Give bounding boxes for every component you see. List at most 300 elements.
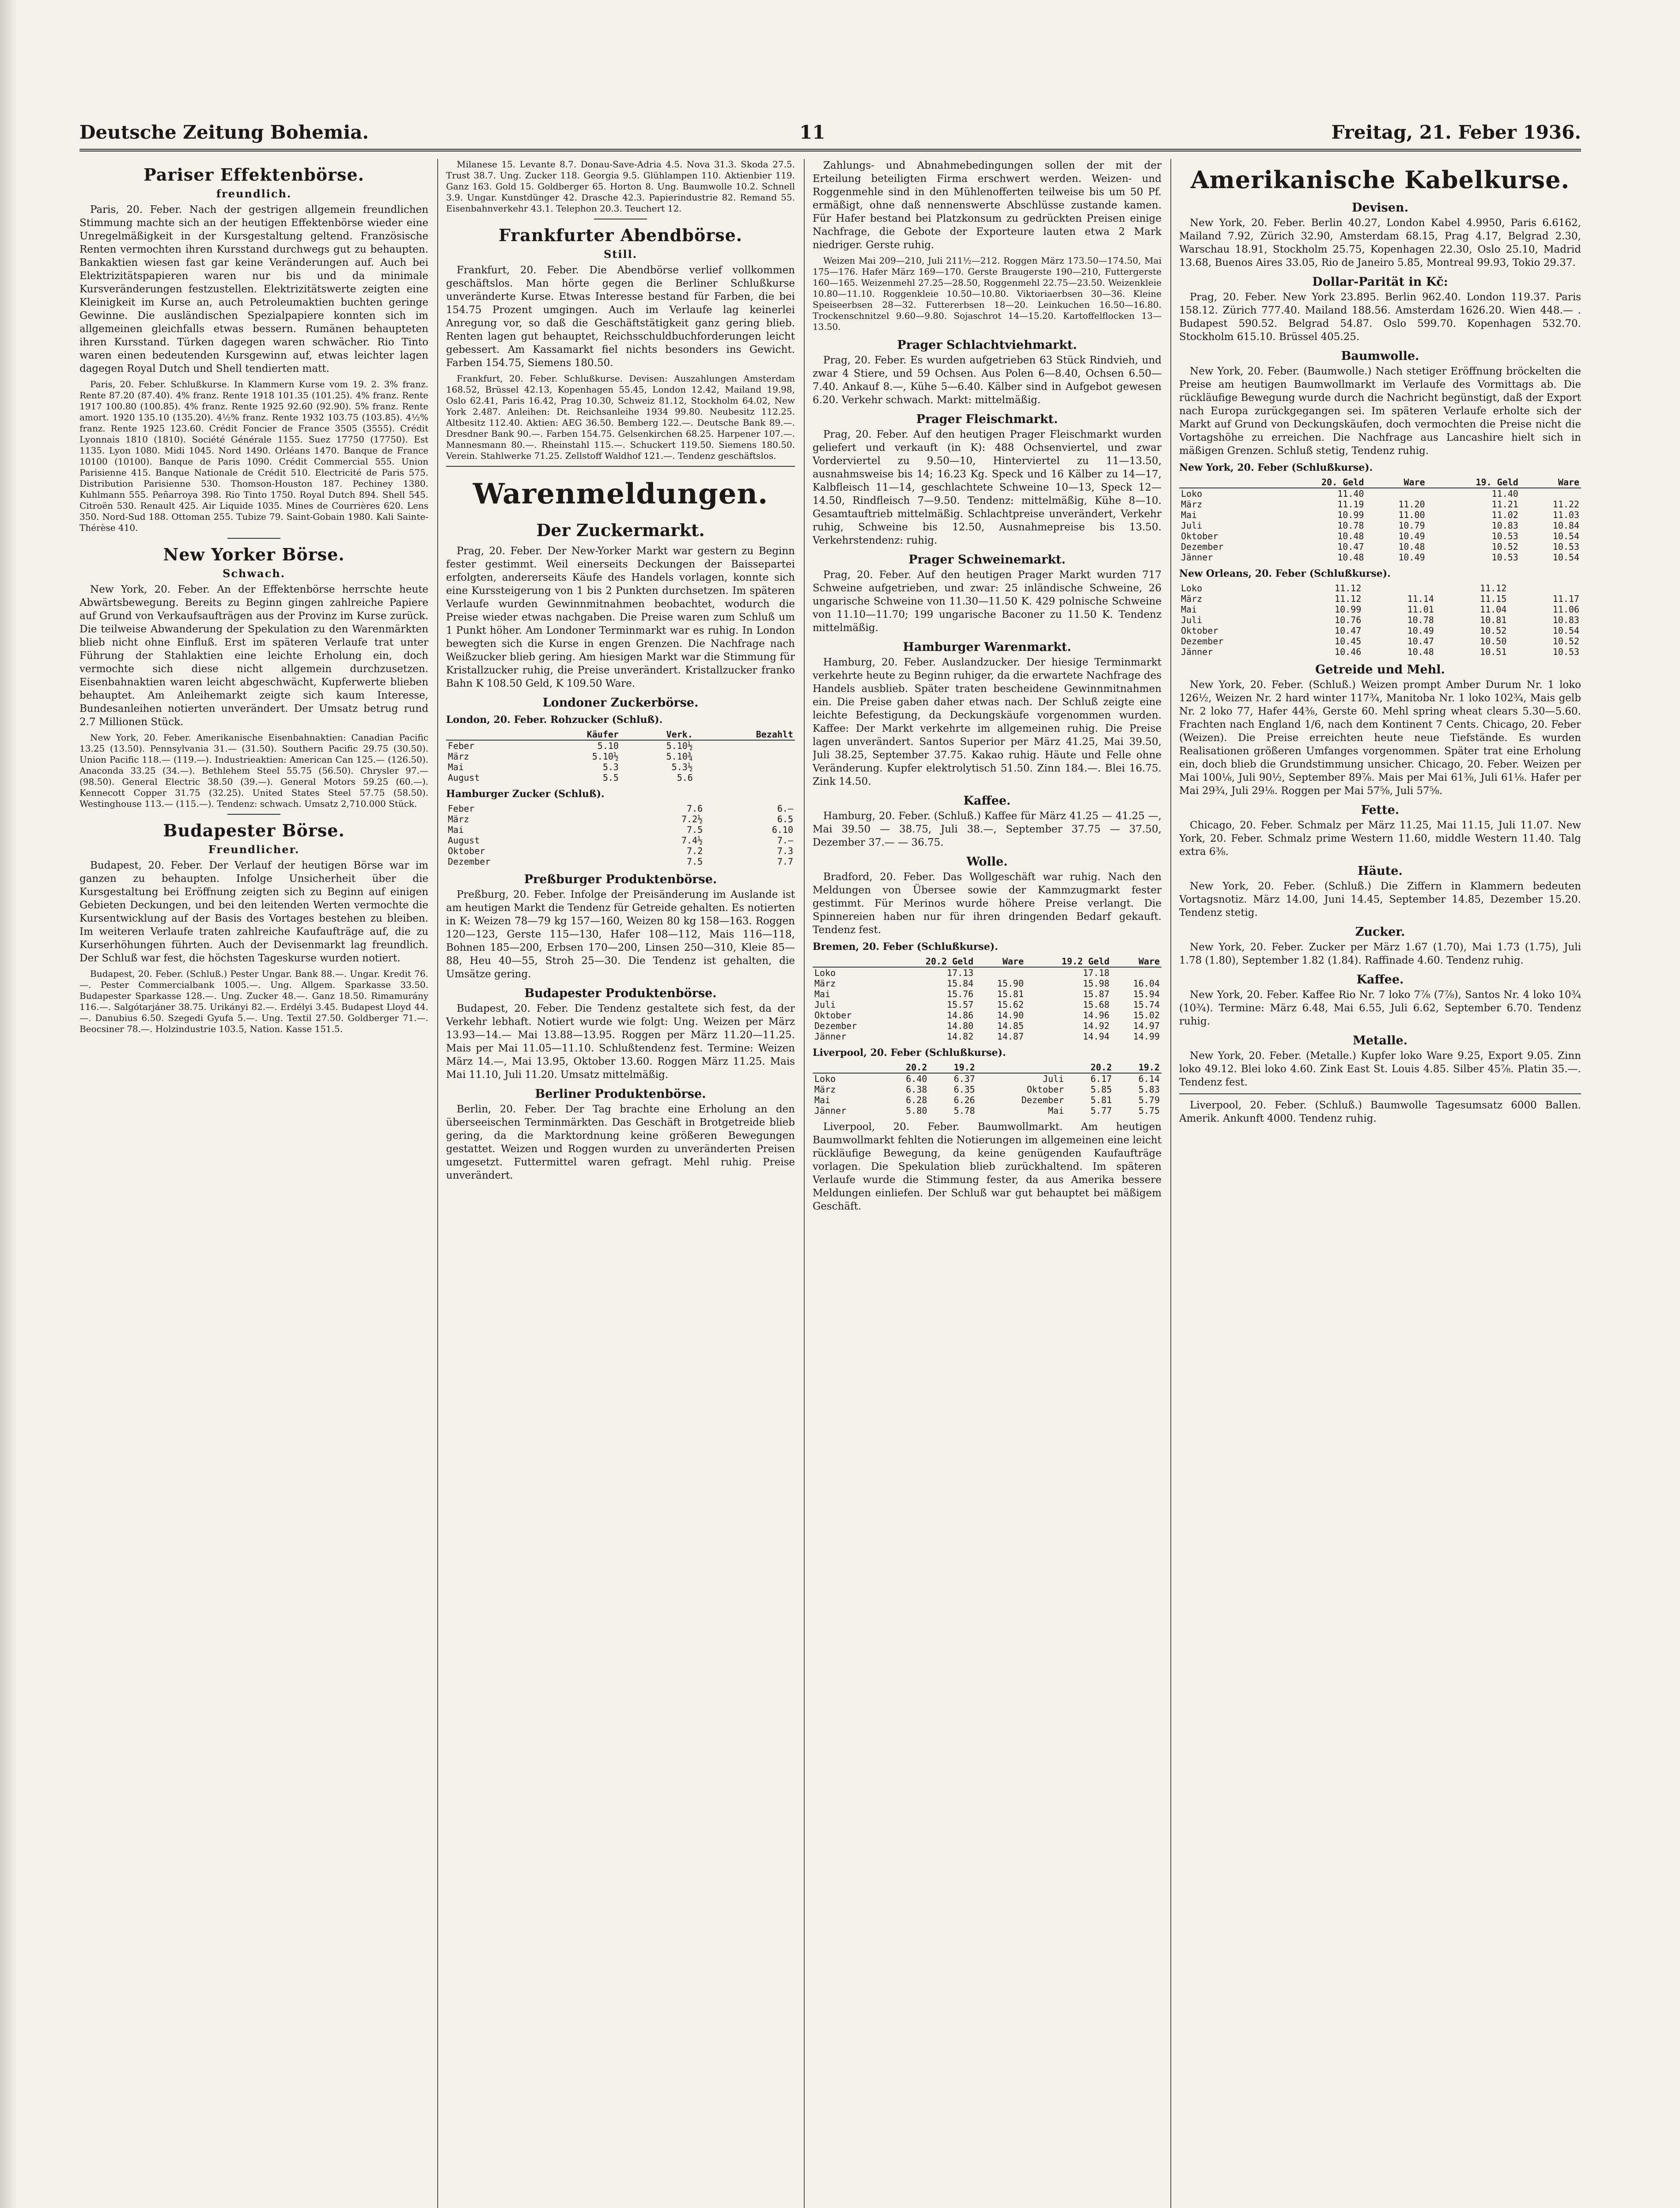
article-text: Prag, 20. Feber. Auf den heutigen Prager Fleischmarkt wurden geliefert und verkauft (in K): 488 Ochsenviertel, und zwar Vorderviertel zu 9.50—10, Hinterviertel zu 11—13.50, ausnahmsweise bis 14; 16.23 Kg. Speck und 16 Kälber zu 14—17, Kalbfleisch 11—14, geschlachtete Schweine 10—13, Speck 12—14.50, Rindfleisch 7—9.50. Tendenz: mittelmäßig, Kühe 8—10. Gesamtauftrieb mittelmäßig. Schlachtpreise unverändert, Verkehr ruhig, Schweine bis 12.50, Ausnahmepreise bis 13.50. Verkehrstendenz: ruhig. bbox=[813, 429, 1162, 546]
header-cell bbox=[813, 1062, 881, 1073]
cell: Loko bbox=[814, 968, 836, 978]
table-row bbox=[813, 1095, 1162, 1105]
cell: 11.14 bbox=[1407, 594, 1434, 604]
cell: 11.21 bbox=[1491, 499, 1518, 510]
cell bbox=[975, 967, 1025, 978]
cell: 17.13 bbox=[946, 968, 974, 978]
subsection-title: Der Zuckermarkt. bbox=[536, 520, 705, 540]
cell: 10.48 bbox=[1337, 552, 1364, 563]
cell: 10.99 bbox=[1337, 510, 1364, 520]
table-row bbox=[1179, 636, 1581, 647]
table-row bbox=[446, 824, 795, 835]
cell: 10.52 bbox=[1491, 541, 1518, 552]
cell: August bbox=[448, 772, 480, 783]
cell: Dezember bbox=[814, 1021, 857, 1031]
cell: März bbox=[814, 978, 836, 989]
article-text: Budapest, 20. Feber. Die Tendenz gestaltete sich fest, da der Verkehr lebhaft. Notiert wurde wie folgt: Ung. Weizen per März 13.93—14.— Mai 13.88—13.95. Roggen per März 11.20—11.25. Mais per Mai 11.05—11.10. Schlußtendenz fest. Termine: Weizen März 14.—, Mai 13.95, Oktober 13.60. Roggen März 11.25. Mais Mai 11.10, Juli 11.20. Umsatz mittelmäßig. bbox=[446, 1003, 795, 1081]
cell bbox=[1366, 488, 1426, 499]
cell: Loko bbox=[814, 1074, 836, 1084]
cell: 6.17 bbox=[1090, 1074, 1112, 1084]
quote-list: Frankfurt, 20. Feber. Schlußkurse. Devisen: Auszahlungen Amsterdam 168.52, Brüssel 42.13, Kopenhagen 55.45, London 12.42, Mailand 19.98, Oslo 62.41, Paris 16.42, Prag 10.30, Schweiz 81.12, Stockholm 64.02, New York 2.487. Anleihen: Dt. Reichsanleihe 1934 99.80. Neubesitz 112.25. Altbesitz 112.40. Aktien: AEG 36.50. Bemberg 122.—. Deutsche Bank 89.—. Dresdner Bank 90.—. Farben 154.75. Gelsenkirchen 68.25. Harpener 107.—. Mannesmann 80.—. Rheinstahl 115.—. Schuckert 119.50. Siemens 180.50. Verein. Stahlwerke 71.25. Zellstoff Waldhof 121.—. Tendenz geschäftslos. bbox=[446, 373, 795, 461]
article-text: New York, 20. Feber. (Baumwolle.) Nach stetiger Eröffnung bröckelten die Preise am heutigen Baumwollmarkt im Verlaufe des Vormittags ab. Die rückläufige Bewegung wurde durch die Nachricht begünstigt, daß der Export nach Europa zurückgegangen sei. Im späteren Verlaufe erholte sich der Markt auf Grund von Deckungskäufen, doch vermochten die Preise nicht die Vortagshöhe zu erreichen. Die Nachfrage aus Lancashire hielt sich in mäßigen Grenzen. Schluß stetig, Tendenz ruhig. bbox=[1179, 366, 1581, 457]
cell: Dezember bbox=[448, 856, 491, 867]
ny-cotton-table bbox=[1179, 477, 1581, 563]
cell: August bbox=[448, 835, 480, 846]
cell: 10.47 bbox=[1337, 541, 1364, 552]
article-text: New York, 20. Feber. (Metalle.) Kupfer loko Ware 9.25, Export 9.05. Zinn loko 49.12. Blei loko 4.60. Zink East St. Louis 4.85. Silber 45⅞. Platin 35.—. Tendenz fest. bbox=[1179, 1050, 1581, 1088]
cell: 5.3½ bbox=[671, 762, 693, 772]
cell: 5.83 bbox=[1138, 1084, 1160, 1095]
page-number: 11 bbox=[799, 121, 825, 143]
table-header-row bbox=[446, 729, 795, 740]
table-row bbox=[813, 1010, 1162, 1021]
cell: Oktober bbox=[814, 1010, 852, 1021]
subsection-title: Zucker. bbox=[1355, 925, 1405, 939]
cell: 10.48 bbox=[1407, 647, 1434, 657]
header-cell: 20. Geld bbox=[1272, 477, 1366, 488]
cell: 10.51 bbox=[1480, 647, 1507, 657]
table-row bbox=[1179, 625, 1581, 636]
cell bbox=[695, 772, 795, 783]
cell: 11.20 bbox=[1398, 499, 1425, 510]
article-text: New York, 20. Feber. Berlin 40.27, London Kabel 4.9950, Paris 6.6162, Mailand 7.92, Zürich 32.90, Amsterdam 68.15, Prag 4.17, Belgrad 2.30, Warschau 18.91, Stockholm 25.75, Kopenhagen 22.30, Oslo 25.10, Madrid 13.68, Buenos Aires 33.05, Rio de Janeiro 5.85, Montreal 99.93, Tokio 29.37. bbox=[1179, 217, 1581, 268]
cell: 7.6 bbox=[687, 803, 703, 814]
cell: 10.53 bbox=[1491, 531, 1518, 541]
hamburg-sugar-table bbox=[446, 803, 795, 867]
cell: 11.12 bbox=[1335, 583, 1362, 594]
cell: 6.— bbox=[777, 803, 793, 814]
cell: 5.75 bbox=[1138, 1105, 1160, 1116]
cell: 14.85 bbox=[997, 1021, 1024, 1031]
cell: 10.47 bbox=[1407, 636, 1434, 647]
cell: 6.40 bbox=[906, 1074, 927, 1084]
cell: 15.94 bbox=[1133, 989, 1160, 999]
cell: 5.10½ bbox=[592, 751, 619, 762]
table-header-row bbox=[1179, 477, 1581, 488]
article-text: Prag, 20. Feber. Der New-Yorker Markt war gestern zu Beginn fester gestimmt. Weil einerseits Deckungen der Baissepartei erfolgten, andererseits Käufe des Handels vorlagen, konnte sich eine Kurssteigerung von 1 bis 2 Punkten durchsetzen. Im späteren Verlaufe wurden Gewinnmitnahmen beobachtet, wodurch die Preise wieder etwas nachgaben. Die Preise waren zum Schluß um 1 Punkt höher. Am Londoner Terminmarkt war es ruhig. In London bewegten sich die Kurse in engen Grenzen. Die Nachfrage nach Weißzucker blieb gering. Am hiesigen Markt war die Stimmung für Kristallzucker ruhig, die Preise unverändert. Kristallzucker franko Bahn K 108.50 Geld, K 109.50 Ware. bbox=[446, 545, 795, 689]
cell: 10.78 bbox=[1337, 520, 1364, 531]
cell: Mai bbox=[1048, 1105, 1064, 1116]
header-cell: Ware bbox=[1366, 477, 1426, 488]
cell: 16.04 bbox=[1133, 978, 1160, 989]
header-cell: Ware bbox=[975, 956, 1025, 967]
article-text: Budapest, 20. Feber. Der Verlauf der heutigen Börse war im ganzen zu behaupten. Infolge Unsicherheit über die Kursgestaltung bei Eröffnung zeigten sich zu Beginn auf einigen Gebieten Deckungen, und bei den leitenden Werten vermochte die Kursentwicklung auf der Basis des Vortages bestehen zu bleiben. Im weiteren Verlaufe traten zahlreiche Kaufaufträge auf, die zu Kurserhöhungen führten. Auch der Devisenmarkt lag freundlich. Der Schluß war fest, die höchsten Tageskurse wurden notiert. bbox=[79, 860, 428, 964]
cell: 5.10½ bbox=[666, 741, 693, 751]
cell: 6.26 bbox=[954, 1095, 975, 1105]
cell: 10.50 bbox=[1480, 636, 1507, 647]
article-text: Hamburg, 20. Feber. Auslandzucker. Der hiesige Terminmarkt verkehrte heute zu Beginn ruhiger, da die erwartete Nachfrage des Handels ausblieb. Später traten bescheidene Gewinnmitnahmen ein. Die Preise gaben daher etwas nach. Der Schluß zeigte eine leichte Befestigung, da Deckungskäufe vorgenommen wurden. Kaffee: Der Markt verkehrte im allgemeinen ruhig. Die Preise lagen unverändert. Santos Superior per März 41.25, Mai 39.50, Juli 38.25, September 37.75. Kakao ruhig. Häute und Felle ohne Veränderung. Kupfer elektrolytisch 51.50. Zinn 184.—. Blei 16.75. Zink 14.50. bbox=[813, 657, 1162, 787]
cell: 11.12 bbox=[1335, 594, 1362, 604]
header-cell: 20.2 bbox=[1066, 1062, 1113, 1073]
cell: 15.81 bbox=[997, 989, 1024, 999]
subsection-title: Wolle. bbox=[966, 855, 1008, 869]
liverpool-cotton-table bbox=[813, 1062, 1162, 1116]
table-row bbox=[1179, 552, 1581, 563]
cell: 6.35 bbox=[954, 1084, 975, 1095]
table-row bbox=[1179, 531, 1581, 541]
cell: 11.19 bbox=[1337, 499, 1364, 510]
cell: 7.3 bbox=[777, 846, 793, 856]
cell: 14.92 bbox=[1082, 1021, 1110, 1031]
divider bbox=[446, 466, 795, 467]
cell: 14.86 bbox=[946, 1010, 974, 1021]
cell: 5.81 bbox=[1090, 1095, 1112, 1105]
table-title: London, 20. Feber. Rohzucker (Schluß). bbox=[446, 714, 663, 726]
article-text: Hamburg, 20. Feber. (Schluß.) Kaffee für März 41.25 — 41.25 —, Mai 39.50 — 38.75, Juli 38.—, September 37.75 — 37.50, Dezember 37.— — 36.75. bbox=[813, 810, 1162, 848]
section-title-major: Warenmeldungen. bbox=[473, 477, 768, 510]
subsection-title: Preßburger Produktenbörse. bbox=[524, 873, 717, 886]
cell: 15.87 bbox=[1082, 989, 1110, 999]
subsection-title: Kaffee. bbox=[1356, 973, 1404, 987]
table-row bbox=[446, 762, 795, 772]
cell: 11.12 bbox=[1480, 583, 1507, 594]
table-row bbox=[1179, 583, 1581, 594]
cell: 7.5 bbox=[687, 856, 703, 867]
column-rule bbox=[1170, 159, 1171, 2208]
cell: 15.76 bbox=[946, 989, 974, 999]
header-cell: 20.2 bbox=[881, 1062, 929, 1073]
column-4 bbox=[1179, 159, 1581, 2208]
table-row bbox=[446, 856, 795, 867]
cell: Feber bbox=[448, 741, 475, 751]
cell: 15.98 bbox=[1082, 978, 1110, 989]
cell: Oktober bbox=[448, 846, 485, 856]
cell: 10.54 bbox=[1552, 552, 1579, 563]
table-row bbox=[446, 803, 795, 814]
cell: 10.83 bbox=[1552, 615, 1579, 625]
cell: Jänner bbox=[814, 1031, 847, 1042]
cell: 10.53 bbox=[1552, 541, 1579, 552]
cell: Oktober bbox=[1181, 625, 1218, 636]
column-rule bbox=[437, 159, 438, 2208]
cell: 6.10 bbox=[772, 824, 793, 835]
cell: März bbox=[448, 814, 469, 824]
cell: 15.57 bbox=[946, 999, 974, 1010]
table-row bbox=[1179, 604, 1581, 615]
cell: 10.53 bbox=[1552, 647, 1579, 657]
cell: 10.47 bbox=[1335, 625, 1362, 636]
cell: März bbox=[1181, 499, 1203, 510]
table-row bbox=[813, 1021, 1162, 1031]
cell: 10.48 bbox=[1337, 531, 1364, 541]
table-row bbox=[1179, 647, 1581, 657]
section-title: New Yorker Börse. bbox=[163, 544, 345, 564]
cell: März bbox=[1181, 594, 1203, 604]
cell bbox=[1508, 583, 1581, 594]
cell: 7.7 bbox=[777, 856, 793, 867]
newspaper-name: Deutsche Zeitung Bohemia. bbox=[79, 121, 369, 143]
header-cell: 19.2 Geld bbox=[1025, 956, 1111, 967]
cell: Juli bbox=[814, 999, 836, 1010]
cell: 10.45 bbox=[1335, 636, 1362, 647]
cell: Mai bbox=[448, 824, 464, 835]
section-title-major: Amerikanische Kabelkurse. bbox=[1190, 166, 1570, 194]
table-row bbox=[446, 846, 795, 856]
table-row bbox=[1179, 615, 1581, 625]
article-text: New York, 20. Feber. (Schluß.) Die Ziffern in Klammern bedeuten Vortagsnotiz. März 14.00, Juni 14.45, September 14.85, Dezember 15.20. Tendenz stetig. bbox=[1179, 881, 1581, 919]
article-text: Berlin, 20. Feber. Der Tag brachte eine Erholung an den überseeischen Terminmärkten. Das Geschäft in Brotgetreide blieb gering, da die Marktordnung keine größeren Bewegungen gestattet. Weizen und Roggen wurden zu unveränderten Preisen umgesetzt. Futtermittel waren gefragt. Mehl ruhig. Preise unverändert. bbox=[446, 1104, 795, 1181]
article-text: New York, 20. Feber. Zucker per März 1.67 (1.70), Mai 1.73 (1.75), Juli 1.78 (1.80), September 1.82 (1.84). Raffinade 4.60. Tendenz ruhig. bbox=[1179, 941, 1581, 966]
header-cell: 19.2 bbox=[929, 1062, 976, 1073]
article-text: New York, 20. Feber. (Schluß.) Weizen prompt Amber Durum Nr. 1 loko 126½, Weizen Nr. 2 hard winter 117¾, Manitoba Nr. 1 loko 102¾, Mais gelb Nr. 2 loko 77, Hafer 44⅜, Gerste 60. Mehl spring wheat clears 5.30—5.60. Frachten nach England 1/6, nach dem Kontinent 7 Cents. Chicago, 20. Feber (Weizen). Die Preise erreichten heute neue Tiefstände. Es wurden Realisationen größeren Umfanges vorgenommen. Später trat eine Erholung ein, doch blieb die Grundstimmung unsicher. Chicago, 20. Feber. Weizen per Mai 100⅛, Juli 90½, September 89⅞. Mais per Mai 61⅜, Juli 61⅛. Hafer per Mai 29¾, Juli 29⅛. Roggen per Mai 57⅝, Juli 57⅝. bbox=[1179, 679, 1581, 797]
cell: Oktober bbox=[1026, 1084, 1064, 1095]
quote-list: Paris, 20. Feber. Schlußkurse. In Klammern Kurse vom 19. 2. 3% franz. Rente 87.20 (87.40). 4% franz. Rente 1918 101.35 (101.25). 4% franz. Rente 1917 100.80 (100.85). 4% franz. Rente 1925 92.60 (92.90). 5% franz. Rente amort. 1920 135.10 (135.20). 4½% franz. Rente 1932 103.75 (103.85). 4½% franz. Rente 1925 123.60. Crédit Foncier de France 3505 (3555). Crédit Lyonnais 1810 (1810). Société Générale 1155. Suez 17750 (17750). Est 1135. Lyon 1080. Midi 1045. Nord 1490. Orléans 1470. Banque de France 10100 (10100). Banque de Paris 1090. Crédit Commercial 555. Union Parisienne 415. Banque Nationale de Crédit 510. Electricité de Paris 575. Distribution Parisienne 530. Thomson-Houston 187. Pechiney 1380. Kuhlmann 555. Peñarroya 398. Rio Tinto 1750. Royal Dutch 894. Shell 545. Citroën 530. Renault 425. Air Liquide 1035. Mines de Courrières 620. Lens 350. Nord-Sud 188. Ottoman 255. Tubize 79. Saint-Gobain 1980. Kali Sainte-Thérèse 410. bbox=[79, 379, 428, 533]
cell: Dezember bbox=[1021, 1095, 1064, 1105]
column-1 bbox=[79, 159, 428, 2208]
subsection-title: Prager Schlachtviehmarkt. bbox=[897, 338, 1077, 352]
subsection-title: Berliner Produktenbörse. bbox=[535, 1087, 706, 1101]
cell: 7.2½ bbox=[681, 814, 703, 824]
cell: Jänner bbox=[1181, 552, 1213, 563]
cell: 10.79 bbox=[1398, 520, 1425, 531]
section-mood: Still. bbox=[603, 248, 638, 261]
subsection-title: Prager Fleischmarkt. bbox=[916, 412, 1058, 426]
cell: Loko bbox=[1181, 583, 1203, 594]
cell: 15.02 bbox=[1133, 1010, 1160, 1021]
cell: 11.00 bbox=[1398, 510, 1425, 520]
table-row bbox=[446, 772, 795, 783]
table-row bbox=[813, 1084, 1162, 1095]
cell: 10.54 bbox=[1552, 531, 1579, 541]
cell: 11.17 bbox=[1552, 594, 1579, 604]
subsection-title: Devisen. bbox=[1352, 201, 1408, 215]
cell: 10.83 bbox=[1491, 520, 1518, 531]
cell: 11.15 bbox=[1480, 594, 1507, 604]
cell: 14.82 bbox=[946, 1031, 974, 1042]
scan-edge-shadow bbox=[0, 0, 17, 2208]
cell: Juli bbox=[1042, 1074, 1064, 1084]
table-row bbox=[1179, 499, 1581, 510]
table-row bbox=[813, 967, 1162, 978]
header-cell bbox=[813, 956, 889, 967]
cell bbox=[1363, 583, 1436, 594]
cell: 14.97 bbox=[1133, 1021, 1160, 1031]
table-title: Hamburger Zucker (Schluß). bbox=[446, 788, 605, 800]
table-row bbox=[446, 814, 795, 824]
bremen-cotton-table bbox=[813, 956, 1162, 1042]
cell: 15.90 bbox=[997, 978, 1024, 989]
table-title: Liverpool, 20. Feber (Schlußkurse). bbox=[813, 1047, 1006, 1059]
cell: Mai bbox=[814, 1095, 831, 1105]
cell: 10.49 bbox=[1398, 531, 1425, 541]
cell bbox=[695, 751, 795, 762]
cell: 6.38 bbox=[906, 1084, 927, 1095]
london-sugar-table bbox=[446, 729, 795, 783]
table-row bbox=[1179, 488, 1581, 499]
table-title: New York, 20. Feber (Schlußkurse). bbox=[1179, 462, 1373, 473]
cell: 10.52 bbox=[1480, 625, 1507, 636]
section-title: Pariser Effektenbörse. bbox=[144, 165, 364, 185]
cell bbox=[1111, 967, 1162, 978]
cell: 6.14 bbox=[1138, 1074, 1160, 1084]
quote-list: New York, 20. Feber. Amerikanische Eisenbahnaktien: Canadian Pacific 13.25 (13.50). Pennsylvania 31.— (31.50). Southern Pacific 29.75 (30.50). Union Pacific 118.— (119.—). Industrieaktien: American Can 125.— (126.50). Anaconda 33.25 (34.—). Bethlehem Steel 55.75 (56.50). Chrysler 97.— (98.50). General Electric 38.50 (39.—). General Motors 59.25 (60.—). Kennecott Copper 31.75 (32.25). United States Steel 57.75 (58.50). Westinghouse 113.— (115.—). Tendenz: schwach. Umsatz 2,710.000 Stück. bbox=[79, 732, 428, 809]
cell: 6.37 bbox=[954, 1074, 975, 1084]
cell: 5.77 bbox=[1090, 1105, 1112, 1116]
cell: 10.52 bbox=[1552, 636, 1579, 647]
subsection-title: Fette. bbox=[1361, 803, 1400, 817]
table-row bbox=[813, 1073, 1162, 1084]
article-text: Prag, 20. Feber. Auf den heutigen Prager Markt wurden 717 Schweine aufgetrieben, und zwar: 25 inländische Schweine, 26 ungarische Schweine von 11.30—11.50 K. 429 polnische Schweine von 11.10—11.70; 199 ungarische Baconer zu 11.50 K. Tendenz mittelmäßig. bbox=[813, 569, 1162, 634]
cell: 11.40 bbox=[1337, 488, 1364, 499]
table-row bbox=[1179, 541, 1581, 552]
cell: 11.22 bbox=[1552, 499, 1579, 510]
cell: 11.01 bbox=[1407, 604, 1434, 615]
divider bbox=[227, 538, 280, 539]
cell: Loko bbox=[1181, 488, 1203, 499]
article-text: Chicago, 20. Feber. Schmalz per März 11.25, Mai 11.15, Juli 11.07. New York, 20. Feber. Schmalz prime Western 11.60, middle Western 11.40. Talg extra 6⅜. bbox=[1179, 820, 1581, 858]
article-text: New York, 20. Feber. An der Effektenbörse herrschte heute Abwärtsbewegung. Bereits zu Beginn gingen zahlreiche Papiere auf Grund von Verkaufsaufträgen aus der Provinz im Kurse zurück. Die teilweise Abwanderung der Spekulation zu den Warenmärkten blieb nicht ohne Einfluß. Erst im späteren Verlaufe trat unter Führung der Stahlaktien eine leichte Erholung ein, doch vermochte sich diese nicht allgemein durchzusetzen. Eisenbahnaktien waren leicht abgeschwächt, Kupferwerte blieben behauptet. Am Anleihemarkt zeigte sich kaum Interesse, Bundesanleihen notierten unverändert. Der Umsatz betrug rund 2.7 Millionen Stück. bbox=[79, 584, 428, 728]
subsection-title: Prager Schweinemarkt. bbox=[908, 553, 1066, 567]
table-caption: Londoner Zuckerbörse. bbox=[542, 696, 699, 710]
table-row bbox=[813, 1031, 1162, 1042]
cell: 11.03 bbox=[1552, 510, 1579, 520]
table-row bbox=[813, 1105, 1162, 1116]
header-cell: 19. Geld bbox=[1427, 477, 1520, 488]
cell: Juli bbox=[1181, 615, 1203, 625]
cell: 10.78 bbox=[1407, 615, 1434, 625]
table-row bbox=[1179, 520, 1581, 531]
subsection-title: Metalle. bbox=[1352, 1034, 1408, 1047]
header-cell: Käufer bbox=[533, 729, 620, 740]
cell: 15.62 bbox=[997, 999, 1024, 1010]
table-row bbox=[1179, 594, 1581, 604]
cell: Mai bbox=[1181, 510, 1197, 520]
cell: Dezember bbox=[1181, 541, 1224, 552]
section-title: Frankfurter Abendbörse. bbox=[498, 225, 743, 245]
quote-list: Weizen Mai 209—210, Juli 211½—212. Roggen März 173.50—174.50, Mai 175—176. Hafer März 169—170. Gerste Braugerste 190—210, Futtergerste 160—165. Weizenmehl 27.25—28.50, Roggenmehl 22.75—23.50. Weizenkleie 10.80—11.10. Roggenkleie 10.50—10.80. Viktoriaerbsen 30—36. Kleine Speiseerbsen 28—32. Futtererbsen 18—20. Leinkuchen 16.50—16.80. Trockenschnitzel 9.60—9.80. Sojaschrot 14—15.20. Kartoffelflocken 13—13.50. bbox=[813, 255, 1162, 332]
cell: 11.40 bbox=[1491, 488, 1518, 499]
subsection-title: Häute. bbox=[1358, 864, 1403, 878]
issue-date: Freitag, 21. Feber 1936. bbox=[1331, 121, 1581, 143]
cell: 7.4½ bbox=[681, 835, 703, 846]
subsection-title: Hamburger Warenmarkt. bbox=[903, 640, 1071, 654]
cell: 5.80 bbox=[906, 1105, 927, 1116]
article-text: Zahlungs- und Abnahmebedingungen sollen der mit der Erteilung beteiligten Firma erschwert werden. Weizen- und Roggenmehle sind in den Mühlenofferten teilweise bis um 50 Pf. ermäßigt, ohne daß nennenswerte Abschlüsse zustande kamen. Für Hafer bestand bei Platzkonsum zu gedrückten Preisen einige Nachfrage, die Gebote der Exporteure lauten etwa 2 Mark niedriger. Gerste ruhig. bbox=[813, 160, 1162, 251]
cell: 10.49 bbox=[1398, 552, 1425, 563]
cell bbox=[1520, 488, 1581, 499]
column-rule bbox=[804, 159, 805, 2208]
section-mood: Freundlicher. bbox=[208, 843, 300, 856]
table-row bbox=[446, 751, 795, 762]
cell: Juli bbox=[1181, 520, 1203, 531]
cell: Jänner bbox=[814, 1105, 847, 1116]
article-text: Prag, 20. Feber. Es wurden aufgetrieben 63 Stück Rindvieh, und zwar 4 Stiere, und 59 Ochsen. Aus Polen 6—8.40, Ochsen 6.50—7.40. Ankauf 8.—, Kühe 5—6.40. Kälber sind in Aufgebot gewesen 6.20. Verkehr schwach. Markt: mittelmäßig. bbox=[813, 355, 1162, 406]
article-text: Liverpool, 20. Feber. (Schluß.) Baumwolle Tagesumsatz 6000 Ballen. Amerik. Ankunft 4000. Tendenz ruhig. bbox=[1179, 1100, 1581, 1124]
new-orleans-cotton-table bbox=[1179, 583, 1581, 657]
article-text: Frankfurt, 20. Feber. Die Abendbörse verlief vollkommen geschäftslos. Man hörte gegen die Berliner Schlußkurse unveränderte Kurse. Etwas Interesse bestand für Farben, die bei 154.75 Prozent umgingen. Auch im Verlaufe lag keinerlei Anregung vor, so daß die Geschäftstätigkeit ganz gering blieb. Renten lagen gut behauptet, Reichsschuldbuchforderungen leicht gebessert. Am Kassamarkt fiel nichts besonders ins Gewicht. Farben 154.75, Siemens 180.50. bbox=[446, 265, 795, 369]
cell: 15.84 bbox=[946, 978, 974, 989]
cell: 6.28 bbox=[906, 1095, 927, 1105]
cell bbox=[695, 740, 795, 751]
table-row bbox=[446, 740, 795, 751]
header-cell bbox=[446, 729, 533, 740]
cell: 10.84 bbox=[1552, 520, 1579, 531]
cell: 5.79 bbox=[1138, 1095, 1160, 1105]
cell: 10.81 bbox=[1480, 615, 1507, 625]
cell: 14.96 bbox=[1082, 1010, 1110, 1021]
cell: 5.10¾ bbox=[666, 751, 693, 762]
cell: 10.46 bbox=[1335, 647, 1362, 657]
cell: 14.87 bbox=[997, 1031, 1024, 1042]
cell: 5.3 bbox=[602, 762, 619, 772]
cell: Feber bbox=[448, 803, 475, 814]
header-cell: Ware bbox=[1520, 477, 1581, 488]
table-row bbox=[813, 999, 1162, 1010]
cell: 7.2 bbox=[687, 846, 703, 856]
cell: 5.10 bbox=[597, 741, 619, 751]
section-mood: freundlich. bbox=[216, 187, 292, 200]
cell: Jänner bbox=[1181, 647, 1213, 657]
cell: März bbox=[814, 1084, 836, 1095]
quote-list: Budapest, 20. Feber. (Schluß.) Pester Ungar. Bank 88.—. Ungar. Kredit 76.—. Pester Commercialbank 1005.—. Ung. Allgem. Sparkasse 33.50. Budapester Sparkasse 128.—. Ung. Zucker 48.—. Ganz 18.50. Rimamurány 116.—. Salgótarjáner 38.75. Urikányi 82.—. Erdélyi 3.45. Budapest Lloyd 44.—. Danubius 6.50. Szegedi Gyufa 5.—. Ung. Textil 27.50. Goldberger 71.—. Beocsiner 78.—. Holzindustrie 103.5, Nation. Kasse 151.5. bbox=[79, 968, 428, 1034]
divider bbox=[1179, 1093, 1581, 1094]
divider bbox=[227, 814, 280, 815]
header-cell bbox=[1179, 477, 1272, 488]
cell: 11.06 bbox=[1552, 604, 1579, 615]
article-text: Preßburg, 20. Feber. Infolge der Preisänderung im Auslande ist am heutigen Markt die Tendenz für Getreide gehalten. Es notierten in K: Weizen 78—79 kg 157—160, Weizen 80 kg 158—163. Roggen 120—123, Gerste 115—130, Hafer 108—112, Mais 116—118, Bohnen 185—200, Erbsen 170—200, Linsen 250—310, Kleie 85—88, Heu 40—55, Stroh 25—30. Die Tendenz ist gehalten, die Umsätze gering. bbox=[446, 889, 795, 980]
cell: 11.02 bbox=[1491, 510, 1518, 520]
cell: 11.04 bbox=[1480, 604, 1507, 615]
cell: 14.80 bbox=[946, 1021, 974, 1031]
cell: 14.90 bbox=[997, 1010, 1024, 1021]
cell: 5.85 bbox=[1090, 1084, 1112, 1095]
cell: 6.5 bbox=[777, 814, 793, 824]
subsection-title: Dollar-Parität in Kč: bbox=[1312, 275, 1448, 289]
cell: 15.68 bbox=[1082, 999, 1110, 1010]
article-text: Paris, 20. Feber. Nach der gestrigen allgemein freundlichen Stimmung machte sich an der heutigen Effektenbörse wieder eine Unregelmäßigkeit in der Kursgestaltung geltend. Französische Renten vermochten ihren Kursstand durchwegs gut zu behaupten. Bankaktien wiesen fast gar keine Veränderungen auf. Auch bei Elektrizitätspapieren waren nur bis und da minimale Kursveränderungen festzustellen. Elektrizitätswerte zeigten eine Kleinigkeit im Kurse an, auch Petroleumaktien buchten geringe Gewinne. Die ausländischen Spezialpapiere konnten sich im allgemeinen gleichfalls etwas bessern. Rumänen behaupteten ihren Kursstand. Türken dagegen waren schwächer. Rio Tinto waren einen bedeutenden Kursgewinn auf, etwas leichter lagen dagegen Royal Dutch und Shell tendierten matt. bbox=[79, 204, 428, 374]
column-3 bbox=[813, 159, 1162, 2208]
cell: 10.76 bbox=[1335, 615, 1362, 625]
subsection-title: Getreide und Mehl. bbox=[1315, 663, 1445, 677]
page-header bbox=[79, 121, 1581, 151]
section-mood: Schwach. bbox=[222, 567, 286, 580]
subsection-title: Baumwolle. bbox=[1341, 349, 1419, 363]
cell: Mai bbox=[814, 989, 831, 999]
table-header-row bbox=[813, 1062, 1162, 1073]
cell: Oktober bbox=[1181, 531, 1218, 541]
cell: Dezember bbox=[1181, 636, 1224, 647]
header-cell bbox=[977, 1062, 1066, 1073]
cell: Mai bbox=[1181, 604, 1197, 615]
header-cell: 20.2 Geld bbox=[889, 956, 975, 967]
table-header-row bbox=[813, 956, 1162, 967]
cell: 5.6 bbox=[677, 772, 693, 783]
cell: 7.5 bbox=[687, 824, 703, 835]
table-row bbox=[1179, 510, 1581, 520]
header-cell: Bezahlt bbox=[695, 729, 795, 740]
cell: 5.78 bbox=[954, 1105, 975, 1116]
header-cell: 19.2 bbox=[1114, 1062, 1162, 1073]
cell: 7.— bbox=[777, 835, 793, 846]
cell: Mai bbox=[448, 762, 464, 772]
header-cell: Verk. bbox=[621, 729, 695, 740]
subsection-title: Kaffee. bbox=[963, 794, 1011, 808]
cell: 17.18 bbox=[1082, 968, 1110, 978]
cell bbox=[695, 762, 795, 772]
cell: 15.74 bbox=[1133, 999, 1160, 1010]
subsection-title: Budapester Produktenbörse. bbox=[524, 987, 717, 1000]
cell: 14.94 bbox=[1082, 1031, 1110, 1042]
article-text: Bradford, 20. Feber. Das Wollgeschäft war ruhig. Nach den Meldungen von Übersee sowie der Kammzugmarkt fester gestimmt. Für Merinos wurde höhere Preise verlangt. Die Spinnereien haben nur für ihren dringenden Bedarf gekauft. Tendenz fest. bbox=[813, 871, 1162, 936]
cell: 5.5 bbox=[602, 772, 619, 783]
cell: 14.99 bbox=[1133, 1031, 1160, 1042]
table-row bbox=[446, 835, 795, 846]
section-title: Budapester Börse. bbox=[163, 820, 345, 840]
table-row bbox=[813, 978, 1162, 989]
article-text: Liverpool, 20. Feber. Baumwollmarkt. Am heutigen Baumwollmarkt fehlten die Notierungen im allgemeinen eine leicht rückläufige Bewegung, da keine genügenden Kaufaufträge vorlagen. Die Spekulation blieb zurückhaltend. Im späteren Verlaufe wurde die Stimmung fester, da aus Amerika bessere Meldungen einliefen. Der Schluß war gut behauptet bei mäßigem Geschäft. bbox=[813, 1121, 1162, 1212]
cell: 10.49 bbox=[1407, 625, 1434, 636]
quote-list: Milanese 15. Levante 8.7. Donau-Save-Adria 4.5. Nova 31.3. Skoda 27.5. Trust 38.7. Ung. Zucker 118. Georgia 9.5. Glühlampen 110. Aktienbier 119. Ganz 163. Gold 15. Goldberger 65. Horton 8. Ung. Baumwolle 10.2. Schnell 3.9. Ungar. Kunstdünger 42. Drasche 42.3. Papierindustrie 82. Remand 55. Eisenbahnverkehr 43.1. Telephon 20.3. Teuchert 12. bbox=[446, 159, 795, 214]
